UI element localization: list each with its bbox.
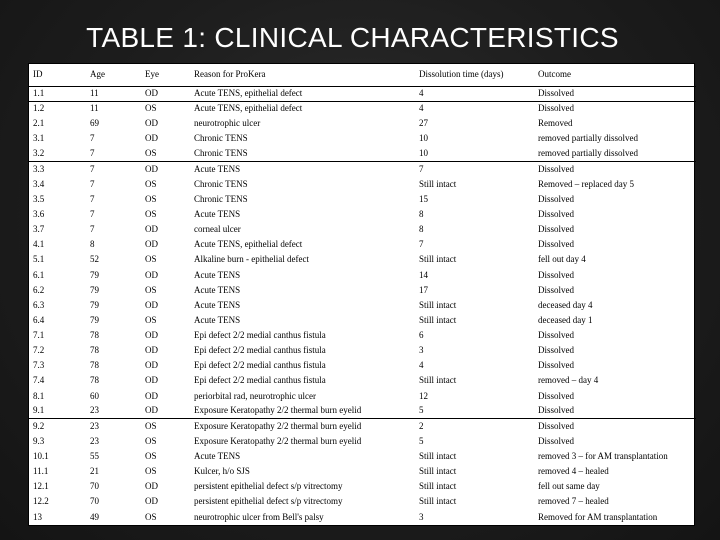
table-row	[29, 298, 696, 313]
table-row	[29, 389, 696, 404]
cell-eye: OS	[145, 254, 157, 265]
cell-eye: OD	[145, 299, 158, 310]
cell-reason: neurotrophic ulcer	[194, 118, 261, 129]
cell-outcome: Dissolved	[538, 239, 574, 250]
cell-reason: Epi defect 2/2 medial canthus fistula	[194, 345, 326, 356]
cell-id: 1.1	[29, 86, 86, 101]
cell-age: 78	[90, 360, 99, 371]
cell-id: 7.2	[33, 345, 45, 356]
cell-eye: OS	[145, 103, 157, 114]
cell-reason: Acute TENS	[194, 284, 241, 295]
table-row	[29, 434, 696, 449]
cell-reason: Epi defect 2/2 medial canthus fistula	[194, 330, 326, 341]
cell-reason: Acute TENS	[194, 299, 241, 310]
table-row	[29, 404, 696, 419]
cell-age: 78	[90, 330, 99, 341]
cell-age: 7	[90, 133, 95, 144]
table-row	[29, 449, 696, 464]
cell-age: 78	[90, 375, 99, 386]
table-row	[29, 131, 696, 146]
cell-id: 5.1	[33, 254, 45, 265]
cell-outcome: Removed for AM transplantation	[538, 511, 658, 522]
table-row	[29, 177, 696, 192]
table-row	[29, 358, 696, 373]
cell-age: 79	[90, 284, 99, 295]
cell-dissolution-time: 4	[415, 86, 534, 101]
cell-outcome: Dissolved	[538, 193, 574, 204]
cell-dissolution-time: 27	[419, 118, 428, 129]
cell-id: 12.1	[33, 481, 49, 492]
table-row	[29, 252, 696, 267]
cell-age: 7	[90, 209, 95, 220]
cell-reason: persistent epithelial defect s/p vitrectomy	[194, 481, 343, 492]
cell-dissolution-time: 7	[419, 239, 424, 250]
cell-eye: OS	[145, 284, 157, 295]
cell-age: 70	[90, 496, 99, 507]
cell-id: 7.4	[33, 375, 45, 386]
cell-id: 6.2	[33, 284, 45, 295]
cell-id: 6.1	[33, 269, 45, 280]
cell-dissolution-time: 10	[419, 133, 428, 144]
table-header-row	[29, 64, 696, 86]
cell-reason: Epi defect 2/2 medial canthus fistula	[194, 375, 326, 386]
cell-id: 9.1	[29, 404, 86, 419]
cell-outcome: Dissolved	[538, 103, 574, 114]
table-row	[29, 147, 696, 162]
cell-outcome: Dissolved	[538, 330, 574, 341]
cell-eye: OD	[141, 404, 190, 419]
cell-dissolution-time: Still intact	[419, 314, 457, 325]
cell-outcome: Dissolved	[538, 360, 574, 371]
cell-outcome: Dissolved	[538, 284, 574, 295]
cell-eye: OS	[145, 466, 157, 477]
clinical-characteristics-table	[29, 64, 696, 525]
table-row	[29, 343, 696, 358]
cell-eye: OS	[145, 451, 157, 462]
table-row	[29, 373, 696, 388]
cell-eye: OD	[145, 496, 158, 507]
cell-age: 7	[90, 224, 95, 235]
cell-outcome: Dissolved	[534, 86, 696, 101]
cell-age: 7	[90, 193, 95, 204]
cell-id: 7.1	[33, 330, 45, 341]
cell-outcome: Dissolved	[538, 209, 574, 220]
cell-reason: Chronic TENS	[194, 178, 248, 189]
cell-age: 79	[90, 269, 99, 280]
cell-dissolution-time: 12	[419, 390, 428, 401]
cell-dissolution-time: 2	[419, 421, 424, 432]
cell-reason: Epi defect 2/2 medial canthus fistula	[194, 360, 326, 371]
cell-outcome: Dissolved	[538, 224, 574, 235]
cell-eye: OS	[145, 209, 157, 220]
cell-age: 69	[90, 118, 99, 129]
cell-reason: neurotrophic ulcer from Bell's palsy	[194, 511, 324, 522]
cell-age: 7	[90, 163, 95, 174]
header-dissolution-time: Dissolution time (days)	[415, 64, 534, 86]
table-row	[29, 162, 696, 177]
cell-dissolution-time: Still intact	[419, 496, 457, 507]
cell-eye: OD	[145, 375, 158, 386]
header-age: Age	[86, 64, 141, 86]
cell-eye: OD	[145, 390, 158, 401]
cell-dissolution-time: 7	[419, 163, 424, 174]
cell-eye: OS	[145, 193, 157, 204]
cell-id: 6.4	[33, 314, 45, 325]
cell-id: 7.3	[33, 360, 45, 371]
header-eye: Eye	[141, 64, 190, 86]
cell-reason: persistent epithelial defect s/p vitrectomy	[194, 496, 343, 507]
cell-reason: Chronic TENS	[194, 193, 248, 204]
cell-outcome: Dissolved	[538, 435, 574, 446]
cell-age: 23	[90, 435, 99, 446]
cell-reason: Acute TENS	[194, 209, 241, 220]
cell-dissolution-time: Still intact	[419, 451, 457, 462]
cell-id: 9.2	[33, 421, 45, 432]
cell-outcome: Dissolved	[538, 421, 574, 432]
cell-dissolution-time: 6	[419, 330, 424, 341]
header-reason: Reason for ProKera	[190, 64, 415, 86]
slide-title: TABLE 1: CLINICAL CHARACTERISTICS	[86, 22, 619, 53]
cell-dissolution-time: Still intact	[419, 254, 457, 265]
cell-age: 11	[90, 103, 99, 114]
cell-age: 7	[86, 147, 141, 162]
table-row	[29, 313, 696, 328]
table-body	[29, 86, 696, 525]
cell-dissolution-time: 10	[415, 147, 534, 162]
cell-id: 2.1	[33, 118, 45, 129]
cell-outcome: Dissolved	[538, 269, 574, 280]
cell-age: 49	[90, 511, 99, 522]
cell-outcome: Removed – replaced day 5	[538, 178, 634, 189]
table-row	[29, 116, 696, 131]
cell-age: 11	[86, 86, 141, 101]
cell-reason: Acute TENS	[194, 451, 241, 462]
cell-reason: Exposure Keratopathy 2/2 thermal burn eyelid	[194, 421, 362, 432]
cell-age: 55	[90, 451, 99, 462]
cell-eye: OD	[145, 269, 158, 280]
table-row	[29, 464, 696, 479]
cell-eye: OD	[145, 481, 158, 492]
cell-reason: Acute TENS, epithelial defect	[194, 103, 303, 114]
cell-age: 79	[90, 299, 99, 310]
cell-eye: OS	[141, 147, 190, 162]
cell-outcome: removed 3 – for AM transplantation	[538, 451, 668, 462]
cell-age: 23	[90, 421, 99, 432]
cell-dissolution-time: Still intact	[419, 466, 457, 477]
cell-eye: OD	[141, 86, 190, 101]
cell-eye: OD	[145, 133, 158, 144]
cell-age: 8	[90, 239, 95, 250]
cell-reason: Chronic TENS	[194, 133, 248, 144]
cell-dissolution-time: 4	[419, 103, 424, 114]
cell-dissolution-time: 5	[419, 435, 424, 446]
cell-id: 9.3	[33, 435, 45, 446]
cell-reason: Acute TENS, epithelial defect	[190, 86, 415, 101]
cell-age: 21	[90, 466, 99, 477]
table-row	[29, 328, 696, 343]
cell-age: 70	[90, 481, 99, 492]
cell-eye: OD	[145, 330, 158, 341]
cell-outcome: removed 7 – healed	[538, 496, 609, 507]
cell-outcome: removed partially dissolved	[534, 147, 696, 162]
cell-id: 4.1	[33, 239, 45, 250]
cell-dissolution-time: Still intact	[419, 481, 457, 492]
cell-outcome: removed – day 4	[538, 375, 599, 386]
table-row	[29, 283, 696, 298]
cell-eye: OS	[145, 314, 157, 325]
cell-eye: OD	[145, 118, 158, 129]
table-row	[29, 494, 696, 509]
cell-eye: OS	[145, 435, 157, 446]
table-row	[29, 419, 696, 434]
cell-outcome: Dissolved	[538, 345, 574, 356]
cell-outcome: deceased day 4	[538, 299, 593, 310]
cell-reason: corneal ulcer	[194, 224, 241, 235]
cell-id: 13	[33, 511, 42, 522]
header-id: ID	[29, 64, 86, 86]
cell-outcome: deceased day 1	[538, 314, 593, 325]
cell-eye: OD	[145, 239, 158, 250]
cell-dissolution-time: 5	[415, 404, 534, 419]
cell-reason: Kulcer, h/o SJS	[194, 466, 250, 477]
cell-dissolution-time: 15	[419, 193, 428, 204]
cell-id: 3.7	[33, 224, 45, 235]
cell-eye: OD	[145, 224, 158, 235]
cell-dissolution-time: 17	[419, 284, 428, 295]
cell-eye: OD	[145, 345, 158, 356]
cell-reason: Acute TENS, epithelial defect	[194, 239, 303, 250]
clinical-table-container	[28, 63, 695, 526]
cell-age: 23	[86, 404, 141, 419]
cell-reason: Acute TENS	[194, 314, 241, 325]
cell-reason: Chronic TENS	[190, 147, 415, 162]
cell-reason: Acute TENS	[194, 163, 241, 174]
cell-id: 3.3	[33, 163, 45, 174]
cell-outcome: fell out day 4	[538, 254, 586, 265]
table-row	[29, 192, 696, 207]
table-row	[29, 101, 696, 116]
cell-dissolution-time: Still intact	[419, 299, 457, 310]
cell-id: 10.1	[33, 451, 49, 462]
table-row	[29, 237, 696, 252]
cell-outcome: Dissolved	[538, 163, 574, 174]
cell-dissolution-time: 14	[419, 269, 428, 280]
cell-eye: OS	[145, 178, 157, 189]
cell-dissolution-time: Still intact	[419, 375, 457, 386]
cell-dissolution-time: 4	[419, 360, 424, 371]
cell-outcome: removed 4 – healed	[538, 466, 609, 477]
cell-reason: Alkaline burn - epithelial defect	[194, 254, 309, 265]
cell-outcome: Removed	[538, 118, 573, 129]
cell-age: 79	[90, 314, 99, 325]
cell-id: 3.1	[33, 133, 45, 144]
cell-id: 3.2	[29, 147, 86, 162]
table-row	[29, 510, 696, 526]
cell-reason: Exposure Keratopathy 2/2 thermal burn eyelid	[194, 435, 362, 446]
cell-eye: OS	[145, 421, 157, 432]
cell-id: 3.5	[33, 193, 45, 204]
cell-dissolution-time: 3	[419, 345, 424, 356]
cell-dissolution-time: 3	[419, 511, 424, 522]
table-row	[29, 479, 696, 494]
cell-id: 11.1	[33, 466, 49, 477]
cell-id: 6.3	[33, 299, 45, 310]
cell-dissolution-time: 8	[419, 209, 424, 220]
cell-eye: OD	[145, 360, 158, 371]
table-row	[29, 207, 696, 222]
cell-id: 3.6	[33, 209, 45, 220]
cell-id: 12.2	[33, 496, 49, 507]
cell-age: 52	[90, 254, 99, 265]
cell-outcome: Dissolved	[538, 390, 574, 401]
table-row	[29, 222, 696, 237]
cell-dissolution-time: Still intact	[419, 178, 457, 189]
header-outcome: Outcome	[534, 64, 696, 86]
table-row	[29, 86, 696, 101]
cell-eye: OD	[145, 163, 158, 174]
cell-eye: OS	[145, 511, 157, 522]
cell-age: 78	[90, 345, 99, 356]
cell-outcome: fell out same day	[538, 481, 600, 492]
cell-outcome: Dissolved	[534, 404, 696, 419]
cell-age: 60	[90, 390, 99, 401]
cell-reason: periorbital rad, neurotrophic ulcer	[194, 390, 316, 401]
table-row	[29, 268, 696, 283]
cell-dissolution-time: 8	[419, 224, 424, 235]
cell-id: 8.1	[33, 390, 45, 401]
cell-outcome: removed partially dissolved	[538, 133, 638, 144]
cell-age: 7	[90, 178, 95, 189]
cell-reason: Exposure Keratopathy 2/2 thermal burn eyelid	[190, 404, 415, 419]
cell-id: 3.4	[33, 178, 45, 189]
cell-reason: Acute TENS	[194, 269, 241, 280]
cell-id: 1.2	[33, 103, 45, 114]
